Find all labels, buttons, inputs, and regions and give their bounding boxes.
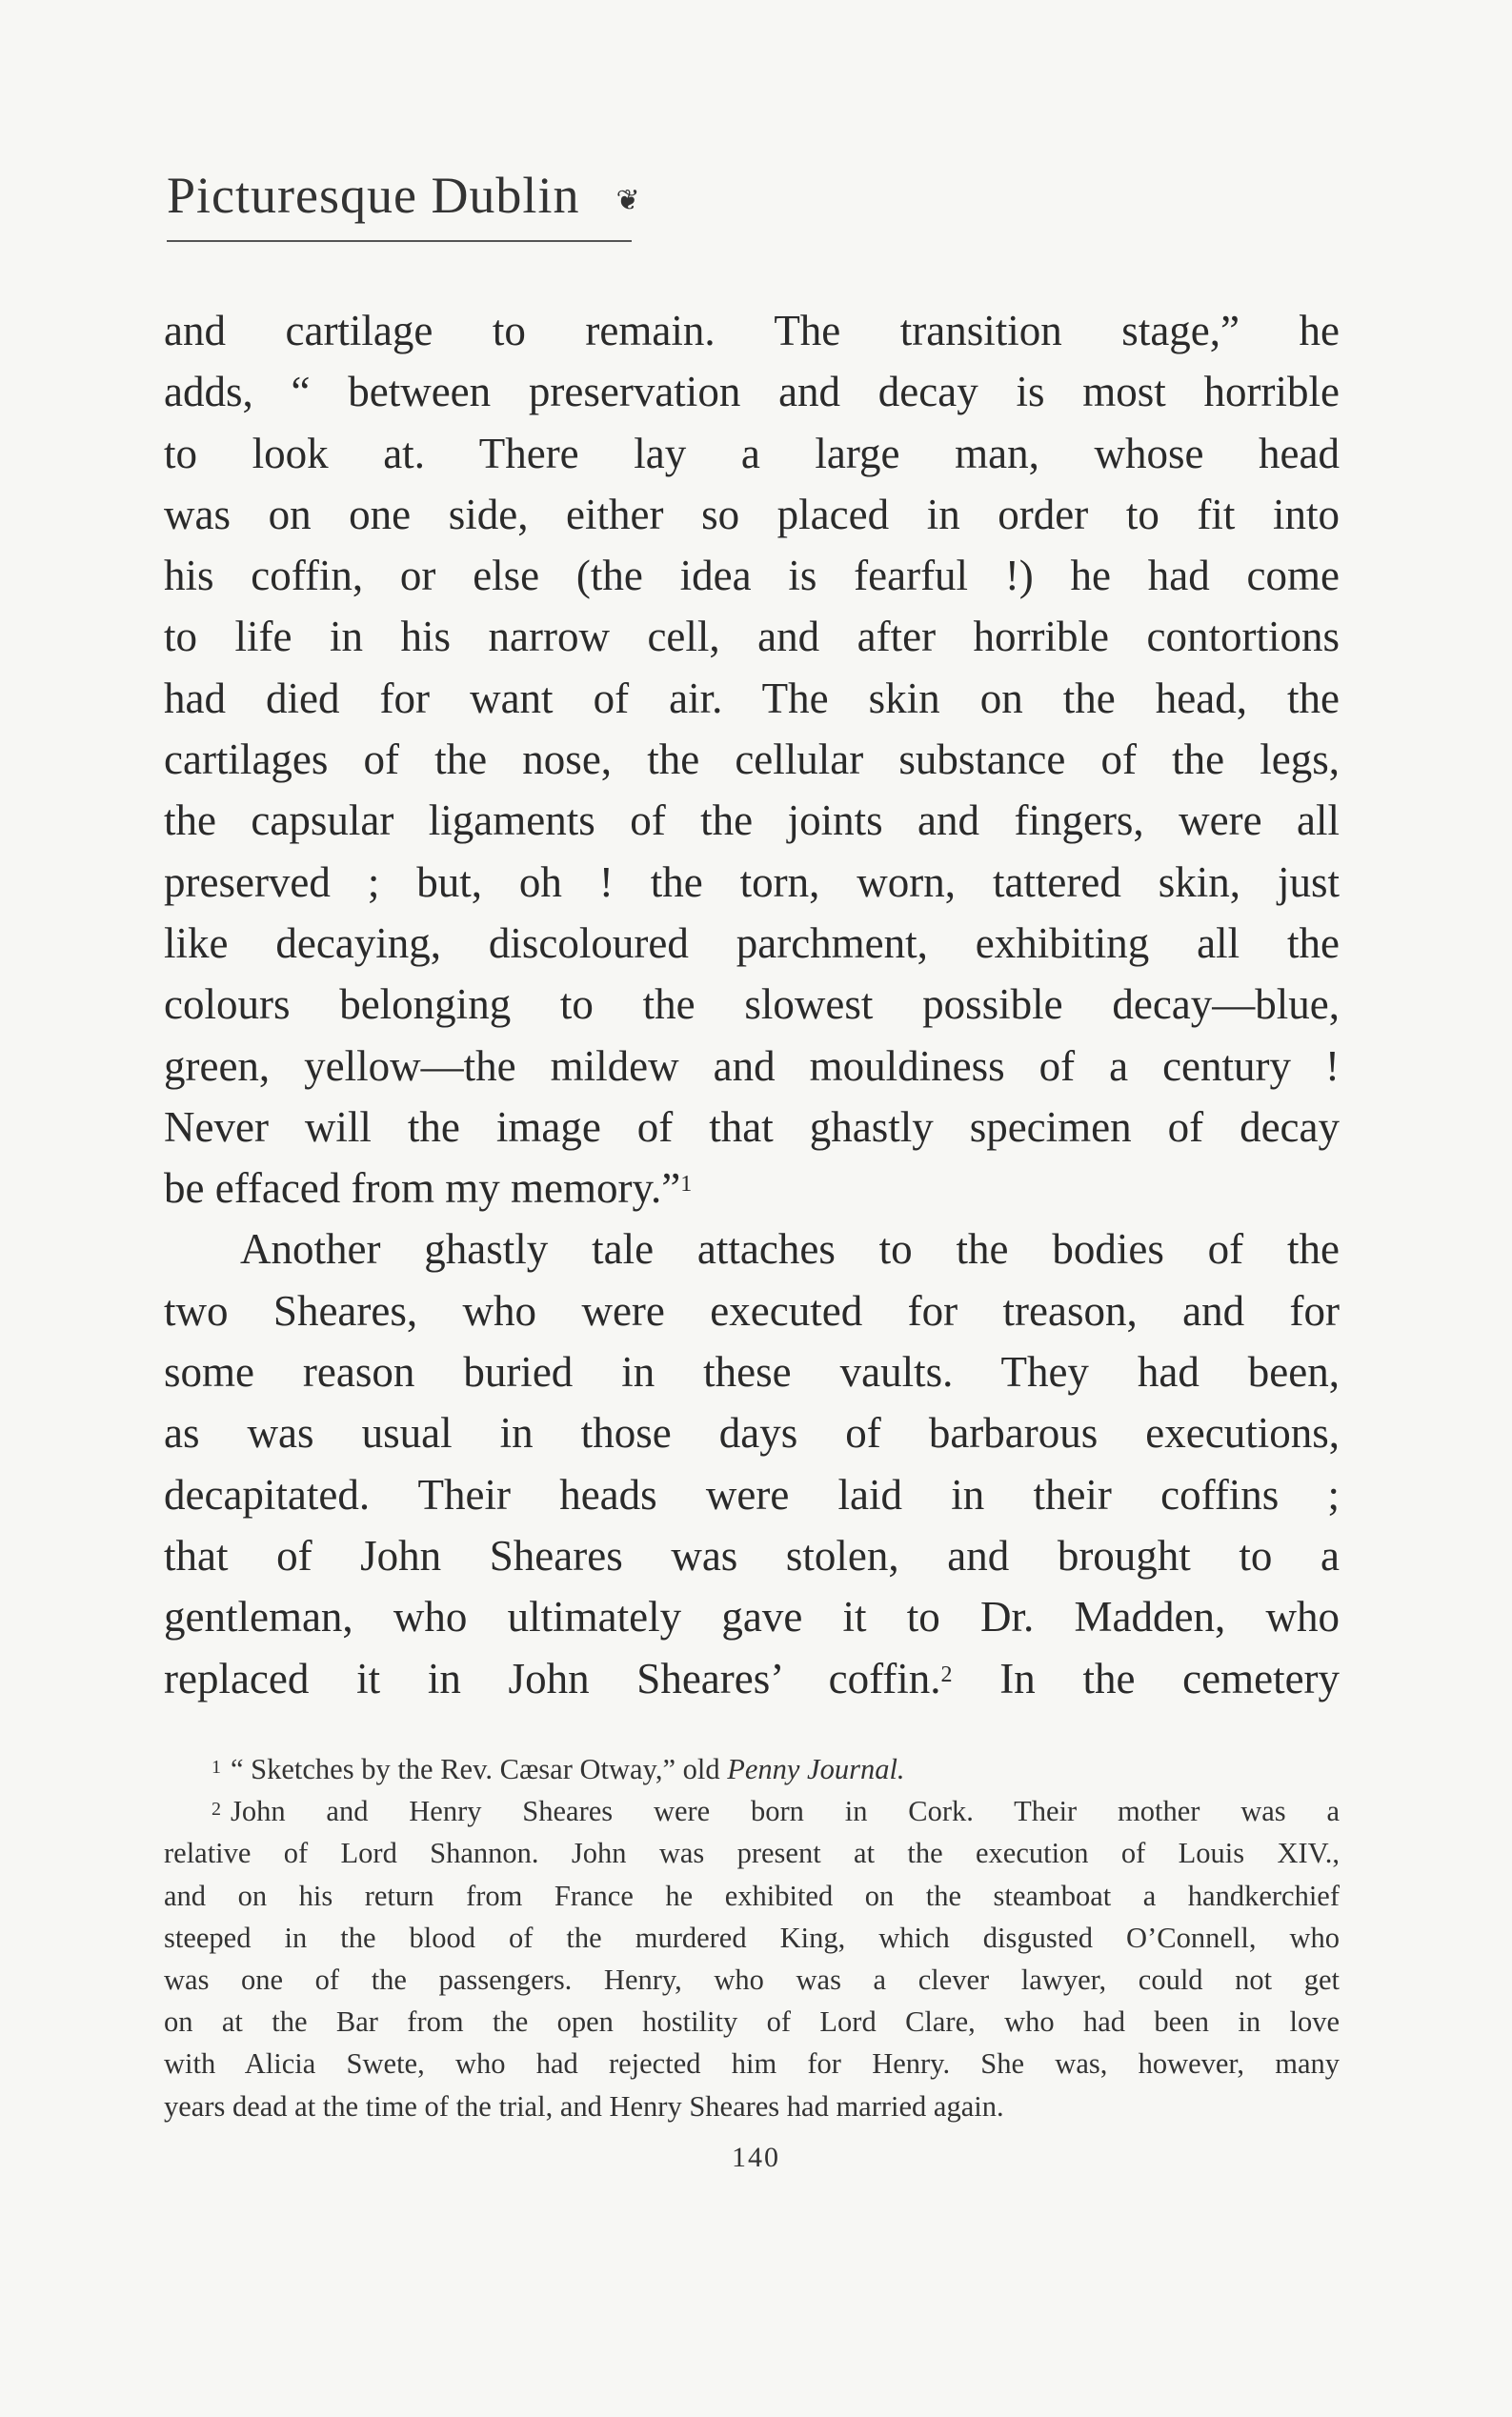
body-line: that of John Sheares was stolen, and brought to a bbox=[164, 1531, 1340, 1580]
body-line bbox=[164, 1158, 1340, 1219]
body-line: to life in his narrow cell, and after horrible contortions bbox=[164, 613, 1340, 661]
footnote-2-line: relative of Lord Shannon. John was present at the execution of Louis XIV., bbox=[164, 1837, 1340, 1870]
body-line: gentleman, who ultimately gave it to Dr. Madden, who bbox=[164, 1593, 1340, 1642]
running-head-rule bbox=[167, 240, 632, 242]
footnote-2-line: years dead at the time of the trial, and Henry Sheares had married again. bbox=[164, 2089, 1004, 2123]
footnotes bbox=[164, 1748, 1340, 2127]
footnote-2-line: and on his return from France he exhibited on the steamboat a handkerchief bbox=[164, 1879, 1340, 1912]
body-line bbox=[164, 1648, 1340, 1709]
body-line: Another ghastly tale attaches to the bodies of the bbox=[240, 1225, 1340, 1274]
footnote-1 bbox=[164, 1748, 1340, 1790]
body-line: his coffin, or else (the idea is fearful !) he had come bbox=[164, 552, 1340, 600]
footnote-ref-1: 1 bbox=[680, 1172, 693, 1198]
body-line: preserved ; but, oh ! the torn, worn, tattered skin, just bbox=[164, 857, 1340, 906]
body-line: green, yellow—the mildew and mouldiness of a century ! bbox=[164, 1041, 1340, 1090]
footnote-2-line: steeped in the blood of the murdered King, which disgusted O’Connell, who bbox=[164, 1921, 1340, 1954]
body-line: Never will the image of that ghastly specimen of decay bbox=[164, 1102, 1340, 1151]
footnote-2-line: was one of the passengers. Henry, who was a clever lawyer, could not get bbox=[164, 1963, 1340, 1996]
body-line: cartilages of the nose, the cellular substance of the legs, bbox=[164, 735, 1340, 784]
footnote-2-line: on at the Bar from the open hostility of Lord Clare, who had been in love bbox=[164, 2005, 1340, 2039]
leaf-ornament-icon: ❦ bbox=[615, 184, 641, 216]
body-line: colours belonging to the slowest possible decay—blue, bbox=[164, 980, 1340, 1029]
body-line: was on one side, either so placed in order to fit into bbox=[164, 490, 1340, 538]
running-head bbox=[167, 167, 641, 224]
running-head-title: Picturesque Dublin bbox=[167, 167, 580, 224]
footnote-2-line: with Alicia Swete, who had rejected him for Henry. She was, however, many bbox=[164, 2047, 1340, 2081]
body-line: as was usual in those days of barbarous executions, bbox=[164, 1409, 1340, 1458]
body-line: the capsular ligaments of the joints and fingers, were all bbox=[164, 796, 1340, 845]
footnote-1-source: Penny Journal. bbox=[727, 1753, 905, 1785]
footnote-2-mark: 2 bbox=[212, 1799, 221, 1821]
body-line-text: In the cemetery bbox=[999, 1654, 1341, 1702]
body-text bbox=[164, 300, 1340, 1709]
body-line-text: replaced it in John Sheares’ coffin. bbox=[164, 1654, 941, 1702]
footnote-ref-2: 2 bbox=[940, 1662, 953, 1687]
body-line-text: be effaced from my memory.” bbox=[164, 1164, 681, 1213]
footnote-1-mark: 1 bbox=[212, 1757, 221, 1778]
body-line: and cartilage to remain. The transition stage,” he bbox=[164, 307, 1340, 354]
page-number: 140 bbox=[732, 2142, 780, 2173]
body-line: had died for want of air. The skin on the head, the bbox=[164, 674, 1340, 722]
body-line: to look at. There lay a large man, whose head bbox=[164, 429, 1340, 477]
body-line: two Sheares, who were executed for treason, and for bbox=[164, 1286, 1340, 1335]
footnote-2-text: John and Henry Sheares were born in Cork. Their mother was a bbox=[231, 1795, 1340, 1828]
footnote-1-text: “ Sketches by the Rev. Cæsar Otway,” old bbox=[231, 1753, 720, 1785]
body-line: decapitated. Their heads were laid in their coffins ; bbox=[164, 1470, 1340, 1519]
body-line: like decaying, discoloured parchment, exhibiting all the bbox=[164, 918, 1340, 967]
footnote-2-line bbox=[164, 1790, 1340, 1832]
body-line: adds, “ between preservation and decay is most horrible bbox=[164, 368, 1340, 416]
body-line: some reason buried in these vaults. They had been, bbox=[164, 1348, 1340, 1397]
